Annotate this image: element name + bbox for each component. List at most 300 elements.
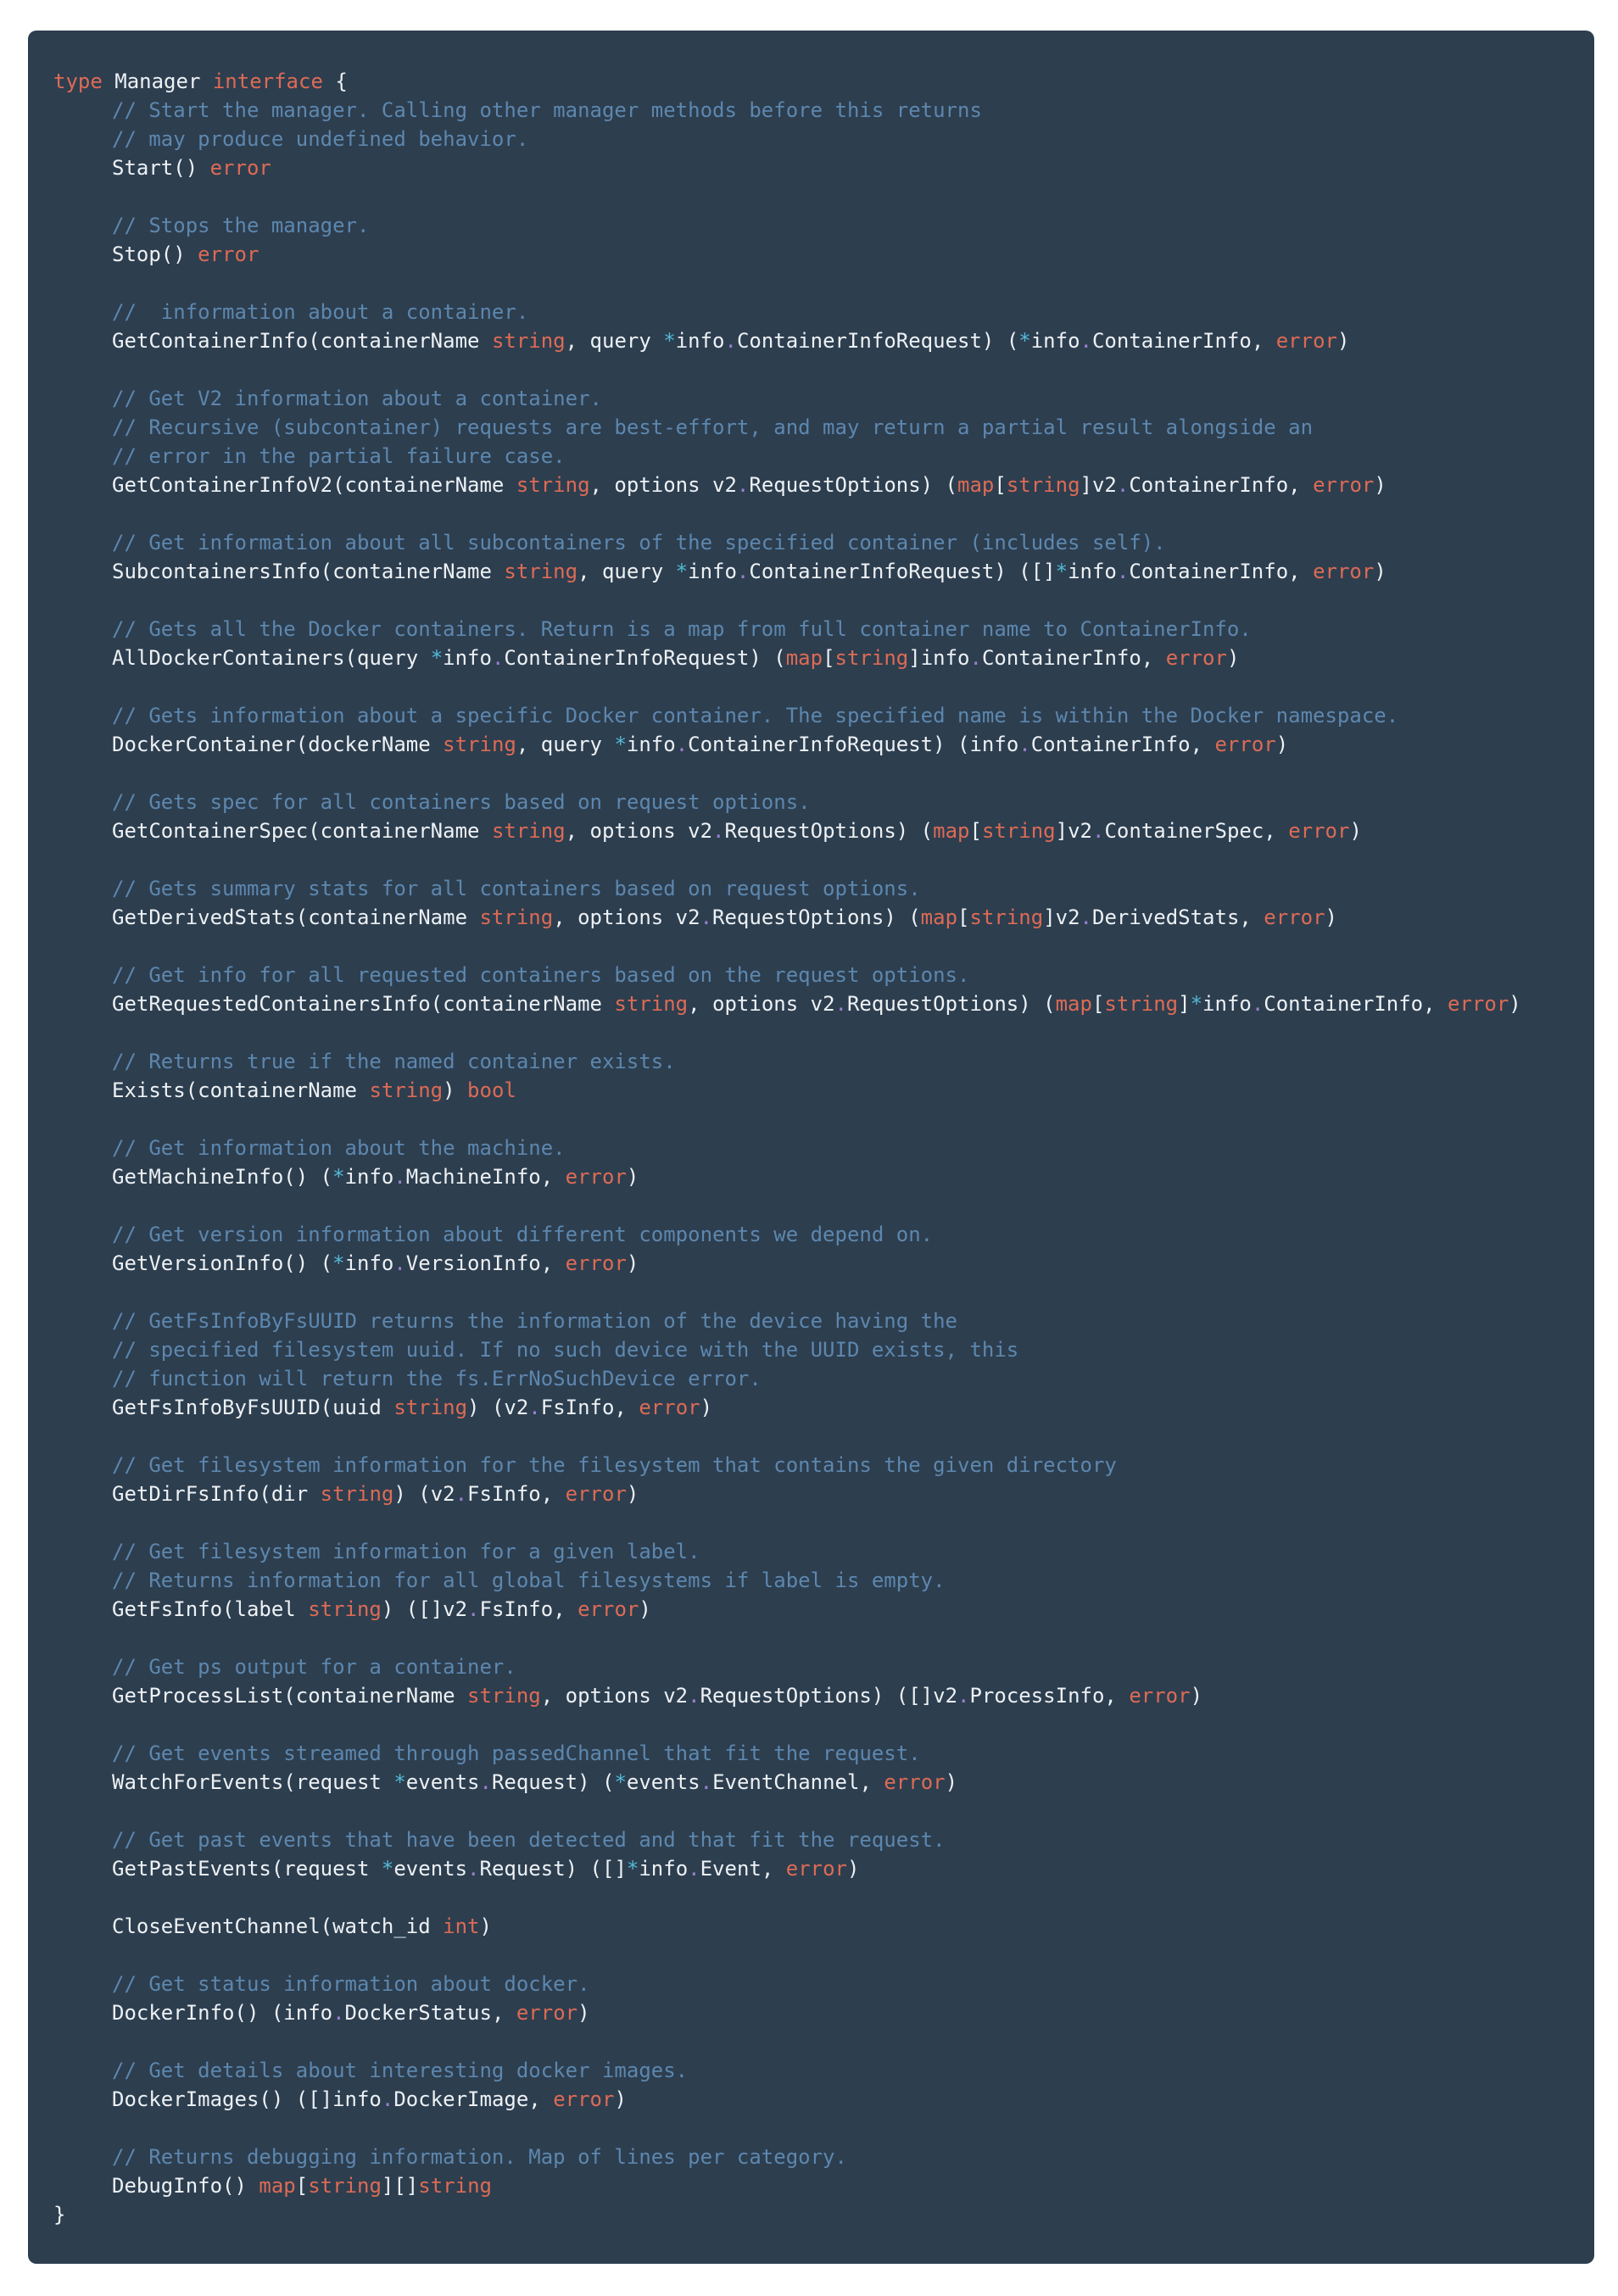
code-token-p: GetContainerSpec(containerName — [112, 819, 492, 843]
code-token-p: VersionInfo, — [405, 1251, 566, 1275]
code-line — [53, 730, 1571, 759]
code-line — [53, 1652, 1571, 1681]
code-line — [53, 615, 1571, 644]
code-token-p: GetFsInfo(label — [112, 1597, 309, 1621]
code-token-p: ]v2 — [1043, 906, 1080, 929]
code-token-k: map — [920, 906, 958, 929]
code-token-d: . — [957, 1684, 970, 1708]
code-token-d: . — [455, 1482, 468, 1506]
code-token-d: . — [491, 646, 505, 670]
code-token-p: ][] — [381, 2174, 419, 2198]
code-line — [53, 298, 1571, 326]
code-token-k: bool — [467, 1078, 516, 1102]
code-token-d: . — [1080, 906, 1092, 929]
code-token-p: info — [344, 1251, 394, 1275]
code-token-p: ) — [945, 1770, 958, 1794]
code-line — [53, 240, 1571, 269]
code-line — [53, 932, 1571, 961]
code-token-p: DockerImages() ([]info — [112, 2087, 382, 2111]
code-token-p: , options v2 — [540, 1684, 689, 1708]
code-token-k: error — [1275, 329, 1337, 353]
code-token-c: // Stops the manager. — [112, 214, 370, 237]
code-token-p: [ — [823, 646, 835, 670]
code-token-c: // GetFsInfoByFsUUID returns the information of the device having the — [112, 1309, 957, 1333]
code-token-d: . — [712, 819, 725, 843]
code-token-p: ]v2 — [1080, 473, 1117, 497]
code-token-p: FsInfo, — [540, 1396, 639, 1419]
code-token-p: ) — [443, 1078, 468, 1102]
code-token-c: // information about a container. — [112, 300, 529, 324]
code-token-p: DerivedStats, — [1092, 906, 1264, 929]
code-token-p: DockerImage, — [393, 2087, 554, 2111]
code-token-p: ) — [1336, 329, 1350, 353]
code-token-p: EventChannel, — [712, 1770, 884, 1794]
code-token-p: WatchForEvents(request — [112, 1770, 394, 1794]
code-line — [53, 1191, 1571, 1220]
code-token-p: [ — [295, 2174, 309, 2198]
code-line — [53, 1076, 1571, 1105]
code-token-p: { — [322, 70, 348, 93]
code-token-p: ) — [626, 1251, 639, 1275]
code-line — [53, 1739, 1571, 1768]
code-line — [53, 1134, 1571, 1162]
code-token-c: // Get events streamed through passedChannel that fit the request. — [112, 1742, 921, 1765]
code-token-k: error — [516, 2001, 578, 2025]
code-token-p: , query — [565, 329, 664, 353]
code-token-p: ) — [1190, 1684, 1203, 1708]
code-line — [53, 788, 1571, 816]
code-token-p: RequestOptions) ( — [712, 906, 921, 929]
code-token-p: events — [405, 1770, 480, 1794]
code-line — [53, 442, 1571, 471]
code-line — [53, 96, 1571, 125]
code-token-p: ContainerInfo, — [981, 646, 1166, 670]
go-code — [28, 31, 1594, 2263]
code-line — [53, 1307, 1571, 1335]
code-token-p: MachineInfo, — [405, 1165, 566, 1189]
code-token-k: string — [418, 2174, 492, 2198]
code-token-p: ) — [639, 1597, 651, 1621]
code-token-p: ) — [1349, 819, 1362, 843]
code-token-k: string — [1104, 992, 1179, 1016]
code-token-o: * — [614, 733, 627, 756]
code-token-p: FsInfo, — [467, 1482, 566, 1506]
code-token-p: [ — [1091, 992, 1105, 1016]
code-token-p: GetProcessList(containerName — [112, 1684, 468, 1708]
code-token-c: // Get information about the machine. — [112, 1136, 566, 1160]
code-token-c: // Get version information about different components we depend on. — [112, 1223, 934, 1246]
code-line — [53, 1047, 1571, 1076]
code-line — [53, 1681, 1571, 1710]
code-line — [53, 2085, 1571, 2114]
code-token-k: error — [1264, 906, 1325, 929]
code-block — [28, 31, 1594, 2264]
code-token-p: ] — [1178, 992, 1191, 1016]
code-token-p: AllDockerContainers(query — [112, 646, 431, 670]
code-token-p: Event, — [700, 1857, 786, 1881]
code-token-o: * — [663, 329, 676, 353]
code-token-p: FsInfo, — [479, 1597, 578, 1621]
code-token-p: info — [1068, 560, 1117, 583]
code-token-d: . — [969, 646, 982, 670]
code-token-k: error — [639, 1396, 700, 1419]
code-token-c: // Get V2 information about a container. — [112, 387, 602, 410]
code-token-k: string — [443, 733, 516, 756]
code-token-p: GetContainerInfoV2(containerName — [112, 473, 516, 497]
code-line — [53, 1941, 1571, 1970]
code-token-o: * — [1018, 329, 1031, 353]
code-line — [53, 1422, 1571, 1451]
code-token-p: info — [688, 560, 737, 583]
code-token-p: GetContainerInfo(containerName — [112, 329, 492, 353]
code-token-c: // Gets all the Docker containers. Return is a map from full container name to ContainerInfo. — [112, 617, 1252, 641]
code-token-p: ) — [626, 1482, 639, 1506]
code-line — [53, 874, 1571, 903]
code-line — [53, 644, 1571, 672]
code-token-d: . — [528, 1396, 541, 1419]
code-line — [53, 471, 1571, 499]
code-token-p: ]v2 — [1055, 819, 1092, 843]
code-token-k: string — [467, 1684, 541, 1708]
code-line — [53, 211, 1571, 240]
code-token-k: string — [516, 473, 590, 497]
code-token-d: . — [467, 1597, 480, 1621]
code-token-p: ProcessInfo, — [969, 1684, 1130, 1708]
code-token-k: error — [785, 1857, 847, 1881]
code-line — [53, 499, 1571, 528]
code-token-k: error — [1313, 473, 1375, 497]
code-token-p: GetVersionInfo() ( — [112, 1251, 333, 1275]
code-line — [53, 1537, 1571, 1566]
code-token-k: int — [443, 1914, 480, 1938]
code-token-d: . — [1080, 329, 1092, 353]
code-token-p: ContainerInfoRequest) ( — [504, 646, 786, 670]
code-token-p: ContainerInfo, — [1129, 473, 1314, 497]
code-token-p: ContainerInfoRequest) ( — [736, 329, 1019, 353]
code-line — [53, 2171, 1571, 2200]
code-line — [53, 1854, 1571, 1883]
code-line — [53, 1768, 1571, 1797]
code-token-p: [ — [994, 473, 1007, 497]
code-token-k: string — [320, 1482, 394, 1506]
code-token-c: // Gets summary stats for all containers based on request options. — [112, 877, 921, 900]
code-token-p: Request) ([] — [479, 1857, 627, 1881]
code-token-p: ) — [1374, 560, 1386, 583]
code-token-p: ) — [1325, 906, 1337, 929]
code-token-o: * — [381, 1857, 394, 1881]
code-token-d: . — [1251, 992, 1264, 1016]
code-token-k: string — [1006, 473, 1080, 497]
code-line — [53, 989, 1571, 1018]
code-token-p: ) — [577, 2001, 590, 2025]
code-line — [53, 1825, 1571, 1854]
code-line — [53, 586, 1571, 615]
code-token-c: // Recursive (subcontainer) requests are best-effort, and may return a partial result alongside an — [112, 415, 1314, 439]
code-token-p: ) ([]v2 — [381, 1597, 468, 1621]
code-line — [53, 269, 1571, 298]
code-token-c: // Get info for all requested containers based on the request options. — [112, 963, 970, 987]
code-token-c: // Returns debugging information. Map of lines per category. — [112, 2145, 847, 2169]
code-token-d: . — [393, 1251, 406, 1275]
code-token-k: error — [565, 1482, 627, 1506]
code-token-p: ContainerSpec, — [1104, 819, 1289, 843]
code-line — [53, 701, 1571, 730]
code-line — [53, 1249, 1571, 1278]
code-token-p: , options v2 — [688, 992, 835, 1016]
code-token-p: ) — [1374, 473, 1386, 497]
code-token-p: , query — [577, 560, 676, 583]
code-line — [53, 384, 1571, 413]
code-token-p: , options v2 — [565, 819, 713, 843]
code-token-p: RequestOptions) ( — [724, 819, 934, 843]
code-token-k: error — [1129, 1684, 1191, 1708]
code-line — [53, 759, 1571, 788]
code-line — [53, 2056, 1571, 2085]
code-token-d: . — [332, 2001, 345, 2025]
code-line — [53, 2114, 1571, 2143]
code-token-p: GetPastEvents(request — [112, 1857, 382, 1881]
code-token-d: . — [834, 992, 847, 1016]
code-token-c: // Returns information for all global filesystems if label is empty. — [112, 1569, 946, 1592]
code-token-o: * — [1190, 992, 1203, 1016]
code-token-o: * — [332, 1165, 345, 1189]
code-token-o: * — [332, 1251, 345, 1275]
code-token-k: interface — [212, 70, 323, 93]
code-token-k: string — [491, 329, 566, 353]
code-line — [53, 326, 1571, 355]
code-token-p: } — [53, 2203, 66, 2226]
code-token-c: // function will return the fs.ErrNoSuchDevice error. — [112, 1367, 762, 1390]
code-token-k: type — [53, 70, 103, 93]
code-token-p: DebugInfo() — [112, 2174, 259, 2198]
code-token-p: ContainerInfoRequest) ([] — [749, 560, 1056, 583]
code-token-p: ContainerInfo, — [1129, 560, 1314, 583]
code-token-k: string — [981, 819, 1056, 843]
code-line — [53, 2200, 1571, 2229]
code-token-k: error — [1288, 819, 1350, 843]
code-token-k: string — [504, 560, 578, 583]
code-token-p: RequestOptions) ( — [846, 992, 1056, 1016]
code-token-d: . — [675, 733, 689, 756]
code-token-k: map — [933, 819, 970, 843]
code-token-p: GetDerivedStats(containerName — [112, 906, 480, 929]
code-token-p: info — [1030, 329, 1080, 353]
code-line — [53, 153, 1571, 182]
code-token-p: , options v2 — [553, 906, 700, 929]
code-token-p: ) — [479, 1914, 492, 1938]
code-token-c: // error in the partial failure case. — [112, 444, 566, 468]
code-token-d: . — [479, 1770, 492, 1794]
code-line — [53, 1480, 1571, 1508]
code-token-d: . — [1116, 560, 1130, 583]
code-token-p: Exists(containerName — [112, 1078, 370, 1102]
code-token-p: [ — [957, 906, 970, 929]
code-token-o: * — [1055, 560, 1068, 583]
code-token-d: . — [736, 560, 750, 583]
code-token-k: error — [565, 1251, 627, 1275]
code-token-p: , options v2 — [589, 473, 737, 497]
code-token-k: error — [553, 2087, 615, 2111]
code-token-c: // Gets information about a specific Docker container. The specified name is within the Docker namespace. — [112, 704, 1399, 727]
code-token-p: ) — [1509, 992, 1521, 1016]
code-line — [53, 1018, 1571, 1047]
code-token-p: ) — [847, 1857, 860, 1881]
code-token-c: // Get details about interesting docker images. — [112, 2059, 689, 2082]
code-token-p: info — [639, 1857, 689, 1881]
code-token-k: map — [957, 473, 995, 497]
code-token-p: DockerInfo() (info — [112, 2001, 333, 2025]
code-token-o: * — [393, 1770, 406, 1794]
code-token-c: // Get filesystem information for the filesystem that contains the given directory — [112, 1453, 1117, 1477]
code-token-p: info — [675, 329, 725, 353]
code-token-p: GetMachineInfo() ( — [112, 1165, 333, 1189]
code-token-c: // may produce undefined behavior. — [112, 127, 529, 151]
code-line — [53, 1220, 1571, 1249]
code-token-p: Stop() — [112, 242, 198, 266]
code-token-c: // Get filesystem information for a given label. — [112, 1540, 700, 1563]
code-line — [53, 2027, 1571, 2056]
code-token-k: string — [393, 1396, 468, 1419]
code-line — [53, 1970, 1571, 1998]
code-token-p: ]info — [908, 646, 970, 670]
code-line — [53, 2143, 1571, 2171]
code-token-d: . — [393, 1165, 406, 1189]
code-line — [53, 1364, 1571, 1393]
code-token-d: . — [724, 329, 737, 353]
code-token-o: * — [626, 1857, 639, 1881]
code-token-p: ContainerInfoRequest) (info — [688, 733, 1019, 756]
code-token-k: error — [1214, 733, 1276, 756]
code-token-k: string — [369, 1078, 444, 1102]
code-token-p: GetFsInfoByFsUUID(uuid — [112, 1396, 394, 1419]
code-token-k: map — [1055, 992, 1092, 1016]
code-line — [53, 557, 1571, 586]
code-line — [53, 1105, 1571, 1134]
code-token-p: events — [626, 1770, 700, 1794]
code-line — [53, 528, 1571, 557]
code-token-p: RequestOptions) ([]v2 — [700, 1684, 958, 1708]
code-token-k: string — [479, 906, 554, 929]
code-token-k: string — [969, 906, 1044, 929]
code-line — [53, 1162, 1571, 1191]
code-line — [53, 67, 1571, 96]
code-line — [53, 125, 1571, 153]
code-token-d: . — [467, 1857, 480, 1881]
code-token-p: , query — [516, 733, 615, 756]
code-token-p: DockerContainer(dockerName — [112, 733, 444, 756]
code-token-c: // Get status information about docker. — [112, 1972, 590, 1996]
code-line — [53, 961, 1571, 989]
code-token-d: . — [700, 1770, 713, 1794]
code-token-d: . — [688, 1684, 700, 1708]
code-token-k: map — [785, 646, 823, 670]
code-token-p: ) — [614, 2087, 627, 2111]
code-token-p: GetRequestedContainersInfo(containerName — [112, 992, 615, 1016]
code-token-p: ContainerInfo, — [1264, 992, 1448, 1016]
code-token-k: string — [491, 819, 566, 843]
code-line — [53, 672, 1571, 701]
code-token-c: // Get ps output for a container. — [112, 1655, 516, 1679]
code-token-p: ContainerInfo, — [1091, 329, 1276, 353]
code-token-c: // Returns true if the named container exists. — [112, 1050, 676, 1073]
code-token-p: Manager — [102, 70, 213, 93]
code-token-k: error — [1448, 992, 1509, 1016]
code-line — [53, 1797, 1571, 1825]
code-token-d: . — [700, 906, 713, 929]
code-line — [53, 1912, 1571, 1941]
code-token-p: info — [344, 1165, 394, 1189]
code-token-p: ) — [1275, 733, 1289, 756]
code-token-c: // Gets spec for all containers based on request options. — [112, 790, 811, 814]
code-token-d: . — [381, 2087, 394, 2111]
code-token-d: . — [1092, 819, 1105, 843]
code-token-k: error — [1165, 646, 1227, 670]
code-line — [53, 1393, 1571, 1422]
code-line — [53, 1998, 1571, 2027]
code-token-c: // Get information about all subcontainers of the specified container (includes self). — [112, 531, 1166, 554]
code-line — [53, 1335, 1571, 1364]
code-token-k: map — [259, 2174, 296, 2198]
code-token-p: SubcontainersInfo(containerName — [112, 560, 505, 583]
code-token-p: ) — [626, 1165, 639, 1189]
code-token-p: events — [393, 1857, 468, 1881]
code-token-o: * — [675, 560, 689, 583]
code-line — [53, 816, 1571, 845]
code-token-k: error — [198, 242, 259, 266]
code-token-p: GetDirFsInfo(dir — [112, 1482, 321, 1506]
code-token-k: error — [884, 1770, 946, 1794]
code-token-p: ) (v2 — [393, 1482, 455, 1506]
code-line — [53, 1710, 1571, 1739]
code-token-c: // Get past events that have been detected and that fit the request. — [112, 1828, 946, 1852]
code-token-k: error — [577, 1597, 639, 1621]
code-line — [53, 903, 1571, 932]
code-token-p: Start() — [112, 156, 210, 180]
code-line — [53, 355, 1571, 384]
code-line — [53, 413, 1571, 442]
code-token-d: . — [688, 1857, 700, 1881]
code-token-p: info — [1202, 992, 1252, 1016]
code-token-p: CloseEventChannel(watch_id — [112, 1914, 444, 1938]
code-token-p: DockerStatus, — [344, 2001, 516, 2025]
code-token-p: Request) ( — [491, 1770, 615, 1794]
code-token-p: ) — [700, 1396, 713, 1419]
code-token-k: string — [308, 2174, 382, 2198]
code-token-p: [ — [969, 819, 982, 843]
code-line — [53, 182, 1571, 211]
code-line — [53, 1624, 1571, 1652]
code-token-o: * — [430, 646, 444, 670]
code-line — [53, 1566, 1571, 1595]
code-token-k: string — [614, 992, 689, 1016]
code-line — [53, 1883, 1571, 1912]
code-line — [53, 845, 1571, 874]
code-token-p: RequestOptions) ( — [749, 473, 958, 497]
code-token-p: info — [443, 646, 492, 670]
code-token-d: . — [1116, 473, 1130, 497]
code-token-k: string — [308, 1597, 382, 1621]
code-token-p: ) — [1226, 646, 1240, 670]
code-token-k: error — [1313, 560, 1375, 583]
code-token-k: error — [565, 1165, 627, 1189]
code-token-o: * — [614, 1770, 627, 1794]
code-token-c: // specified filesystem uuid. If no such device with the UUID exists, this — [112, 1338, 1019, 1362]
code-line — [53, 1595, 1571, 1624]
code-token-p: ContainerInfo, — [1030, 733, 1215, 756]
code-token-k: error — [209, 156, 271, 180]
code-token-p: ) (v2 — [467, 1396, 529, 1419]
code-line — [53, 1278, 1571, 1307]
